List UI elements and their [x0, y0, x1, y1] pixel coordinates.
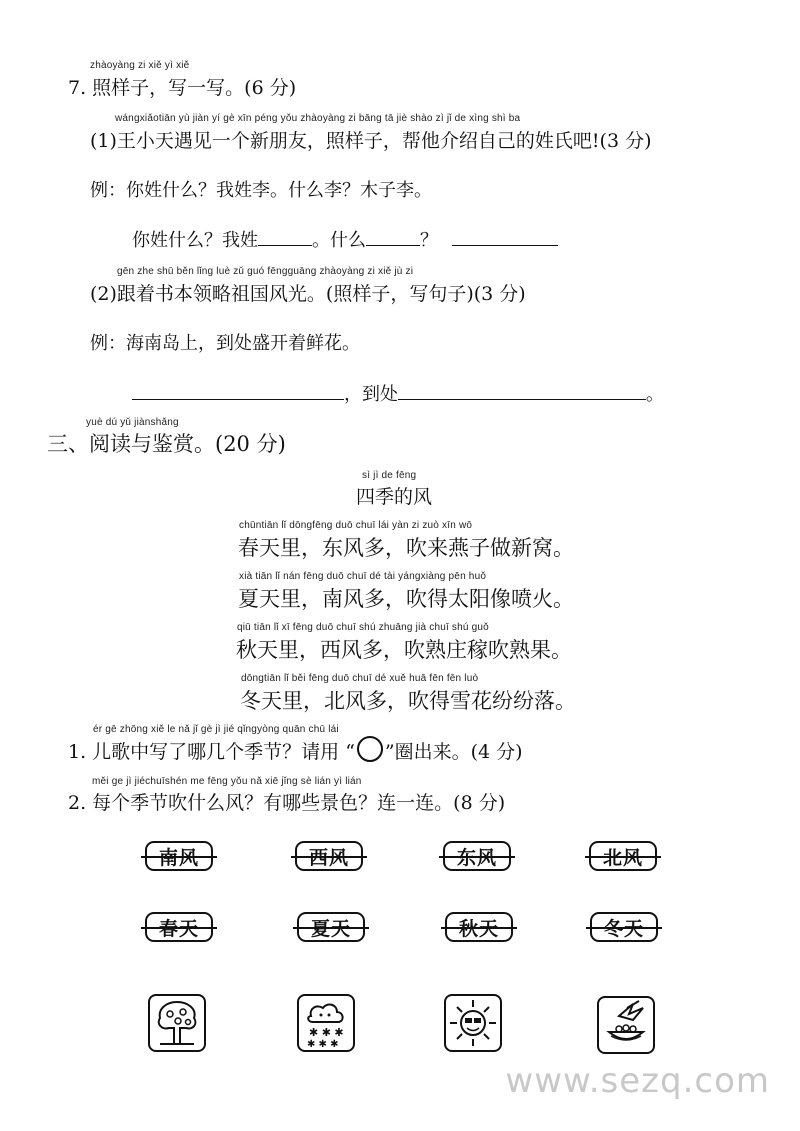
snowman-icon: [299, 996, 353, 1050]
tree-icon: [150, 996, 204, 1050]
section3-pinyin: yuè dú yǔ jiànshǎng: [86, 417, 179, 428]
q7-blank-place[interactable]: [132, 381, 344, 400]
poem-line-2-pinyin: xià tiān lǐ nán fēng duō chuī dé tài yángxiàng pēn huǒ: [239, 571, 487, 582]
poem-line-1-pinyin: chūntiān lǐ dōngfēng duō chuī lái yàn zi zuò xīn wō: [239, 520, 473, 531]
poem-title-pinyin: sì jì de fēng: [362, 470, 417, 481]
season-card-winter[interactable]: 冬天: [590, 912, 658, 942]
poem-line-3-pinyin: qiū tiān lǐ xī fēng duō chuī shú zhuāng jià chuī shú guǒ: [237, 622, 489, 633]
q7-fill1: [132, 226, 558, 252]
q7-fill1-text-c: ？: [420, 230, 438, 251]
q7-part1-pinyin: wángxiǎotiān yù jiàn yí gè xīn péng yǒu zhàoyàng zi bāng tā jiè shào zì jǐ de xìng shì ba: [115, 113, 521, 124]
q7-fill2: [132, 380, 664, 406]
watermark: www.sezq.com: [505, 1061, 770, 1101]
swallow-nest-icon: [599, 998, 653, 1052]
q1-text-a: 1. 儿歌中写了哪几个季节？请用 “: [68, 741, 355, 763]
poem-line-2: 夏天里，南风多，吹得太阳像喷火。: [238, 587, 574, 611]
q7-part2-text: (2)跟着书本领略祖国风光。(照样子，写句子)(3 分): [90, 283, 526, 305]
q2-pinyin: měi ge jì jiéchuīshén me fēng yǒu nǎ xiē jǐng sè lián yì lián: [92, 776, 362, 787]
poem-line-3: 秋天里，西风多，吹熟庄稼吹熟果。: [236, 638, 572, 662]
q7-fill1-text-a: 你姓什么？我姓: [132, 230, 258, 251]
q1-pinyin: ér gē zhōng xiě le nǎ jǐ gè jì jié qǐngyòng quān chū lái: [93, 724, 339, 735]
q7-example2: 例：海南岛上，到处盛开着鲜花。: [90, 333, 360, 354]
circle-symbol-icon: [357, 736, 383, 762]
q7-part2-pinyin: gēn zhe shū běn lǐng luè zǔ guó fēngguāng zhàoyàng zi xiě jù zi: [117, 266, 414, 277]
wind-card-west[interactable]: 西风: [295, 841, 363, 871]
picture-card-tree[interactable]: [148, 994, 206, 1052]
q1-text: [68, 736, 523, 764]
q2-text: 2. 每个季节吹什么风？有哪些景色？连一连。(8 分): [68, 792, 506, 814]
q7-blank-scene[interactable]: [398, 381, 646, 400]
q7-title: 7. 照样子，写一写。(6 分): [68, 77, 297, 99]
season-card-spring[interactable]: 春天: [145, 912, 213, 942]
q7-fill2-text-a: ，到处: [344, 384, 398, 405]
q7-example1: 例：你姓什么？我姓李。什么李？木子李。: [90, 180, 432, 201]
q7-blank-surname[interactable]: [258, 227, 312, 246]
poem-line-1: 春天里，东风多，吹来燕子做新窝。: [238, 536, 574, 560]
q1-text-b: ”圈出来。(4 分): [384, 741, 523, 763]
poem-title: 四季的风: [356, 486, 433, 508]
q7-fill2-text-b: 。: [646, 384, 664, 405]
picture-card-snow[interactable]: [297, 994, 355, 1052]
svg-text:✱ ✱ ✱: ✱ ✱ ✱: [309, 1026, 344, 1039]
q7-pinyin: zhàoyàng zi xiě yì xiě: [90, 60, 190, 71]
q7-fill1-text-b: 。什么: [312, 230, 366, 251]
wind-card-north[interactable]: 北风: [589, 841, 657, 871]
section3-title: 三、阅读与鉴赏。(20 分): [47, 432, 286, 456]
svg-text:✱ ✱ ✱: ✱ ✱ ✱: [307, 1039, 339, 1050]
poem-line-4: 冬天里，北风多，吹得雪花纷纷落。: [240, 689, 576, 713]
picture-card-sun[interactable]: [444, 994, 502, 1052]
q7-blank-what[interactable]: [366, 227, 420, 246]
picture-card-swallow[interactable]: [597, 996, 655, 1054]
poem-line-4-pinyin: dōngtiān lǐ běi fēng duō chuī dé xuě huā fēn fēn luò: [241, 673, 479, 684]
wind-card-east[interactable]: 东风: [443, 841, 511, 871]
q7-blank-answer[interactable]: [452, 227, 558, 246]
season-card-autumn[interactable]: 秋天: [445, 912, 513, 942]
q7-part1-text: (1)王小天遇见一个新朋友，照样子，帮他介绍自己的姓氏吧!(3 分): [90, 130, 652, 152]
season-card-summer[interactable]: 夏天: [297, 912, 365, 942]
wind-card-south[interactable]: 南风: [145, 841, 213, 871]
sun-icon: [446, 996, 500, 1050]
